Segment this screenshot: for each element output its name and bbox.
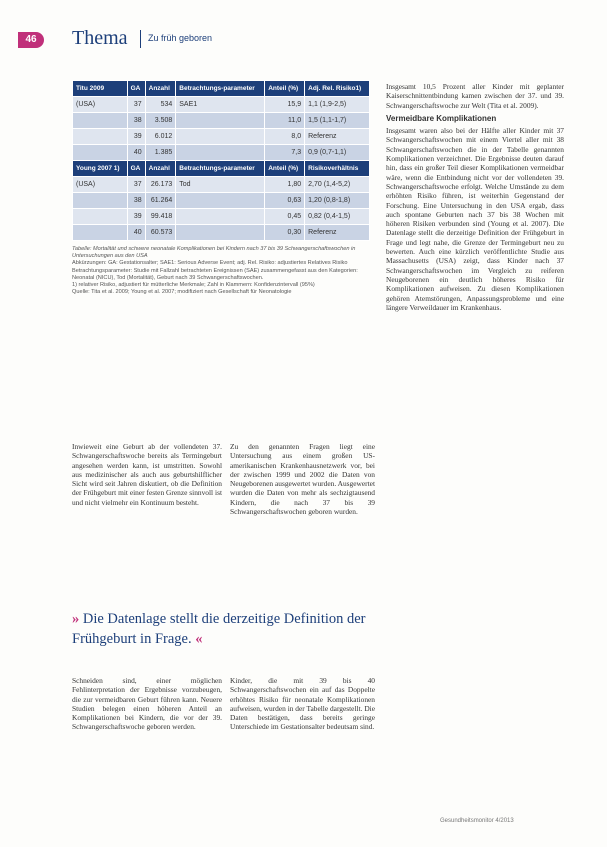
caption-line: 1) relativer Risiko, adjustiert für mütterliche Merkmale; Zahl in Klammern: Konfidenzintervall (95%) [72, 282, 315, 289]
table-row [73, 145, 370, 161]
table-header-cell: Betrachtungs-parameter [176, 81, 265, 97]
table-cell: 39 [127, 209, 145, 225]
table-cell: 1,20 (0,8-1,8) [305, 193, 370, 209]
body-paragraph: Insgesamt waren also bei der Hälfte aller Kinder mit 37 Schwangerschaftswochen mit einem Viertel aller mit 38 Schwangerschaftswochen die in der Tabelle genannten Komplikationen verzeichnet. Die Ergebnisse deuten darauf hin, dass ein großer Teil dieser Komplikationen vermeidbar wäre, wenn die Entbindung nicht vor der vollendeten 39. Schwangerschaftswoche erfolgt. Welche Umstände zu dem erhöhten Risiko führen, ist weiterhin Gegenstand der Forschung. Eine Untersuchung in den USA ergab, dass auch spontane Geburten nach 37 bis 38 Wochen mit höheren Risiken verbunden sind (Young et al. 2007). Die Datenlage stellt die derzeitige Definition der Frühgeburt in Frage und legt nahe, die Grenze der Termingeburt neu zu bewerten. Auch eine kürzlich veröffentlichte Studie aus Massachusetts (USA) zeigt, dass Kinder nach 37 Schwangerschaftswochen im Vergleich zu reiferen Neugeborenen ein deutlich höheres Risiko für Komplikationen aufweisen. Zu diesen Komplikationen gehören Atemstörungen, Anpassungsprobleme und eine längere Verweildauer im Krankenhaus. [386, 126, 564, 312]
table-cell: 1,1 (1,9-2,5) [305, 97, 370, 113]
table-header-cell: Anzahl [145, 81, 176, 97]
data-table [72, 80, 370, 241]
table-row [73, 209, 370, 225]
body-text-column: Schneiden sind, einer möglichen Fehlinterpretation der Ergebnisse vorzubeugen, die zur vermeidbaren Geburt führen kann. Neuere Studien belegen einen höheren Anteil an Komplikationen bei Kindern, die vor der 39. Schwangerschaftswoche geboren werden. [72, 676, 222, 732]
body-text-column: Kinder, die mit 39 bis 40 Schwangerschaftswochen ein auf das Doppelte erhöhtes Risiko für neonatale Komplikationen aufweisen, wurden in der Tabelle dargestellt. Die Daten bestätigen, dass bereits geringe Unterschiede im Gestationsalter bedeutsam sind. [230, 676, 375, 732]
table-cell [73, 113, 128, 129]
header-divider [140, 30, 141, 48]
table-row [73, 177, 370, 193]
table-cell: 61.264 [145, 193, 176, 209]
body-paragraph: Insgesamt 10,5 Prozent aller Kinder mit geplanter Kaiserschnittentbindung kamen zwischen der 37. und 39. Schwangerschaftswoche zur Welt (Tita et al. 2009). [386, 82, 564, 110]
table-cell: Tod [176, 177, 265, 193]
table-cell: 8,0 [265, 129, 305, 145]
table-cell: 3.508 [145, 113, 176, 129]
table-header-cell: Anteil (%) [265, 161, 305, 177]
table-cell: (USA) [73, 177, 128, 193]
table-header-cell: GA [127, 161, 145, 177]
table-cell: 0,30 [265, 225, 305, 241]
table-cell [73, 145, 128, 161]
section-title: Thema [72, 27, 128, 49]
table-cell [176, 209, 265, 225]
table-cell: 0,63 [265, 193, 305, 209]
table-cell [73, 129, 128, 145]
pull-quote [72, 609, 372, 649]
table-cell: SAE1 [176, 97, 265, 113]
subheading: Vermeidbare Komplikationen [386, 113, 497, 123]
table-cell: 40 [127, 145, 145, 161]
table-row [73, 97, 370, 113]
table-cell: 0,82 (0,4-1,5) [305, 209, 370, 225]
table-cell: 534 [145, 97, 176, 113]
table-cell: (USA) [73, 97, 128, 113]
table-cell: 6.012 [145, 129, 176, 145]
table-cell [73, 193, 128, 209]
section-subtitle: Zu früh geboren [148, 33, 213, 43]
page-number: 46 [18, 32, 44, 48]
table-cell: Referenz [305, 129, 370, 145]
table-cell: 37 [127, 97, 145, 113]
table-row [73, 225, 370, 241]
table-row [73, 129, 370, 145]
table-caption [72, 246, 372, 296]
table-cell: 7,3 [265, 145, 305, 161]
table-cell: 2,70 (1,4-5,2) [305, 177, 370, 193]
table-header-cell: Titu 2009 [73, 81, 128, 97]
table-cell: 38 [127, 193, 145, 209]
body-text-column: Zu den genannten Fragen liegt eine Untersuchung aus einem großen US-amerikanischen Krankenhausnetzwerk vor, bei der zwischen 1999 und 2002 die Daten von Neugeborenen ausgewertet wurden. Ausgewertet wurden die Daten von mehr als sechzigtausend Kindern, die nach 37 bis 39 Schwangerschaftswochen geboren wurden. [230, 442, 375, 517]
table-cell: Referenz [305, 225, 370, 241]
table-cell [176, 113, 265, 129]
table-header-cell: Adj. Rel. Risiko1) [305, 81, 370, 97]
body-text-column: Inwieweit eine Geburt ab der vollendeten 37. Schwangerschaftswoche bereits als Termingeburt angesehen werden kann, ist umstritten. Sowohl aus medizinischer als auch aus geburtshilflicher Sicht wird seit Jahren diskutiert, ob die Definition der Frühgeburt mit einer festen Grenze sinnvoll ist und nicht vielmehr ein Kontinuum besteht. [72, 442, 222, 507]
quote-close-icon: « [195, 631, 203, 647]
table-cell [73, 209, 128, 225]
table-cell: 60.573 [145, 225, 176, 241]
table-cell: 1.385 [145, 145, 176, 161]
table-row [73, 113, 370, 129]
caption-line: Quelle: Tita et al. 2009; Young et al. 2007; modifiziert nach Gesellschaft für Neonatologie [72, 289, 292, 296]
table-row [73, 193, 370, 209]
caption-line: Abkürzungen: GA: Gestationsalter; SAE1: Serious Adverse Event; adj. Rel. Risiko: adjustiertes Relatives Risiko [72, 260, 348, 267]
table-cell: 99.418 [145, 209, 176, 225]
table-cell [73, 225, 128, 241]
table-header-row [73, 81, 370, 97]
table-cell: 1,5 (1,1-1,7) [305, 113, 370, 129]
table-cell [176, 225, 265, 241]
table-cell [176, 193, 265, 209]
table-cell: 11,0 [265, 113, 305, 129]
table-cell: 26.173 [145, 177, 176, 193]
pull-quote-text: Die Datenlage stellt die derzeitige Definition der Frühgeburt in Frage. [72, 611, 366, 647]
table-header-cell: GA [127, 81, 145, 97]
table-header-cell: Anzahl [145, 161, 176, 177]
table-header-row [73, 161, 370, 177]
table-cell [176, 145, 265, 161]
table-cell: 15,9 [265, 97, 305, 113]
table-header-cell: Anteil (%) [265, 81, 305, 97]
table-cell: 37 [127, 177, 145, 193]
table-cell: 0,45 [265, 209, 305, 225]
table-cell: 39 [127, 129, 145, 145]
table-cell: 0,9 (0,7-1,1) [305, 145, 370, 161]
table-cell: 38 [127, 113, 145, 129]
table-header-cell: Risikoverhältnis [305, 161, 370, 177]
table-cell: 40 [127, 225, 145, 241]
table-cell: 1,80 [265, 177, 305, 193]
table-header-cell: Betrachtungs-parameter [176, 161, 265, 177]
table-header-cell: Young 2007 1) [73, 161, 128, 177]
caption-title: Tabelle: Mortalität und schwere neonatale Komplikationen bei Kindern nach 37 bis 39 Schwangerschaftswochen in Untersuchungen aus den USA [72, 246, 356, 260]
right-column [386, 82, 564, 312]
table-cell [176, 129, 265, 145]
caption-line: Betrachtungsparameter: Studie mit Fallzahl betrachteten Ereignissen (SAE) zusammengefasst aus den Kategorien: Neonatal (NICU), Tod (Mortalität), Geburt nach 39 Schwangerschaftswochen. [72, 267, 358, 281]
quote-open-icon: » [72, 611, 80, 627]
page-footer: Gesundheitsmonitor 4/2013 [440, 818, 514, 824]
